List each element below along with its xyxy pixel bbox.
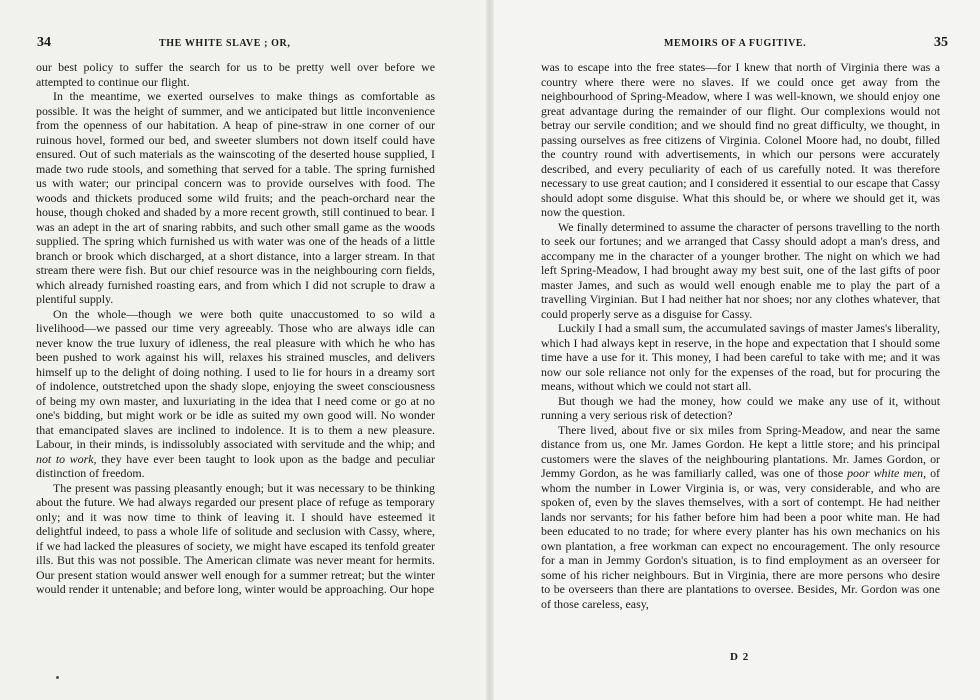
paragraph [541, 423, 940, 612]
paper-speck [56, 676, 59, 679]
left-page-text [36, 60, 435, 597]
signature-mark: D 2 [730, 651, 750, 663]
text-run: The present was passing pleasantly enough; but it was necessary to be thinking about the future. We had always regarded our present place of refuge as temporary only; and it was now time to think of leaving it. I should have esteemed it delightful indeed, to pass a whole life of solitude and seclusion with Cassy, where, if we had lacked the pleasures of society, we might have escaped its tenfold greater ills. But this was not possible. The American climate was never meant for hermits. Our present station would answer well enough for a summer retreat; but the winter would render it untenable; and before long, winter would be approaching. Our hope [36, 480, 435, 596]
text-run: On the whole—though we were both quite unaccustomed to so wild a livelihood—we passed our time very agreeably. Those who are always idle can never know the true luxury of idleness, the real pleasure with which he who has been pushed to work against his will, relaxes his strained muscles, and delivers himself up to the delight of doing nothing. I used to lie for hours in a dreamy sort of indolence, outstretched upon the shady slope, enjoying the sweet consciousness of being my own master, and luxuriating in the idea that I need come or go at no one's bidding, but might work or be idle as suited my own good will. No wonder that emancipated slaves are inclined to indolence. It is to them a new pleasure. Labour, in their minds, is indissolubly associated with servitude and the whip; and [36, 306, 435, 451]
paragraph [36, 60, 435, 89]
text-run: they have ever been taught to look upon as the badge and peculiar distinction of freedom. [36, 451, 435, 480]
paragraph [541, 321, 940, 394]
text-run: There lived, about five or six miles from Spring-Meadow, and near the same distance from us, one Mr. James Gordon. He kept a little store; and his principal customers were the slaves of the neighbouring plantations. Mr. James Gordon, or Jemmy Gordon, as he was familiarly called, was one of those [541, 422, 940, 480]
right-page-number: 35 [934, 35, 948, 50]
left-page-number: 34 [37, 35, 51, 50]
paragraph [541, 220, 940, 322]
text-run: We finally determined to assume the character of persons travelling to the north to seek our fortunes; and we arranged that Cassy should adopt a man's dress, and accompany me in the character of a younger brother. The night on which we had left Spring-Meadow, I had brought away my best suit, one of the last gifts of poor master James, and such as would well enough enable me to play the part of a travelling Virginian. But I had neither hat nor shoes; nor any clothes whatever, that could properly serve as a disguise for Cassy. [541, 219, 940, 321]
paragraph [36, 89, 435, 307]
text-run: our best policy to suffer the search for us to be pretty well over before we attempted to continue our flight. [36, 60, 435, 89]
paragraph [36, 307, 435, 481]
gutter [486, 0, 494, 700]
right-page [490, 0, 980, 700]
paragraph [541, 394, 940, 423]
italic-text: poor white men, [847, 466, 927, 480]
paragraph [36, 481, 435, 597]
text-run: Luckily I had a small sum, the accumulated savings of master James's liberality, which I had always kept in reserve, in the hope and expectation that I should some time have a use for it. This money, I had been careful to take with me; and it was now our sole reliance not only for the expenses of the road, but for procuring the means, without which we could not start all. [541, 321, 940, 393]
text-run: was to escape into the free states—for I knew that north of Virginia there was a country where there were no slaves. If we could once get away from the neighbourhood of Spring-Meadow, where I was well-known, we should enjoy one great advantage during the remainder of our flight. Our complexions would not betray our servile condition; and we should find no great difficulty, we thought, in passing ourselves as free citizens of Virginia. Colonel Moore had, no doubt, filled the country round with advertisements, in which our persons were accurately described, and every peculiarity of each of us carefully noted. It was therefore necessary to use great caution; and I considered it essential to our escape that Cassy should adopt some disguise. What this should be, or where we should get it, was now the question. [541, 60, 940, 219]
text-run: But though we had the money, how could we make any use of it, without running a very serious risk of detection? [541, 393, 940, 422]
left-running-title: THE WHITE SLAVE ; OR, [159, 38, 291, 49]
paragraph [541, 60, 940, 220]
text-run: In the meantime, we exerted ourselves to make things as comfortable as possible. It was the height of summer, and we anticipated but little inconvenience from the openness of our habitation. A heap of pine-straw in one corner of our ruinous hovel, formed our bed, and sweeter slumbers not down itself could have ensured. Out of such materials as the wainscoting of the deserted house supplied, I made two rude stools, and something that served for a table. The spring furnished us with water; our principal concern was to provide ourselves with food. The woods and thickets produced some wild fruits; and the peach-orchard near the house, though choked and shaded by a more recent growth, still continued to bear. I was an adept in the art of snaring rabbits, and such other small game as the woods supplied. The spring which furnished us with water was one of the heads of a little branch or brook which discharged, at a short distance, into a larger stream. In that stream there were fish. But our chief resource was in the neighbouring corn fields, which already furnished roasting ears, and from which I did not scruple to draw a plentiful supply. [36, 89, 435, 306]
left-page-header [37, 35, 437, 56]
right-page-header [544, 35, 948, 56]
text-run: of whom the number in Lower Virginia is, or was, very considerable, and who are spoken of, even by the slaves themselves, with a sort of contempt. He had neither lands nor servants; for his father before him had been a poor white man. He had been educated to no trade; for where every planter has his own mechanics on his own plantation, a free workman can expect no encouragement. The only resource for a man in Jemmy Gordon's situation, is to find employment as an overseer for some of his richer neighbours. But in Virginia, there are more persons who desire to be overseers than there are plantations to oversee. Besides, Mr. Gordon was one of those careless, easy, [541, 466, 941, 611]
italic-text: not to work, [36, 451, 97, 466]
right-running-title: MEMOIRS OF A FUGITIVE. [664, 38, 807, 49]
right-page-text [541, 60, 940, 611]
